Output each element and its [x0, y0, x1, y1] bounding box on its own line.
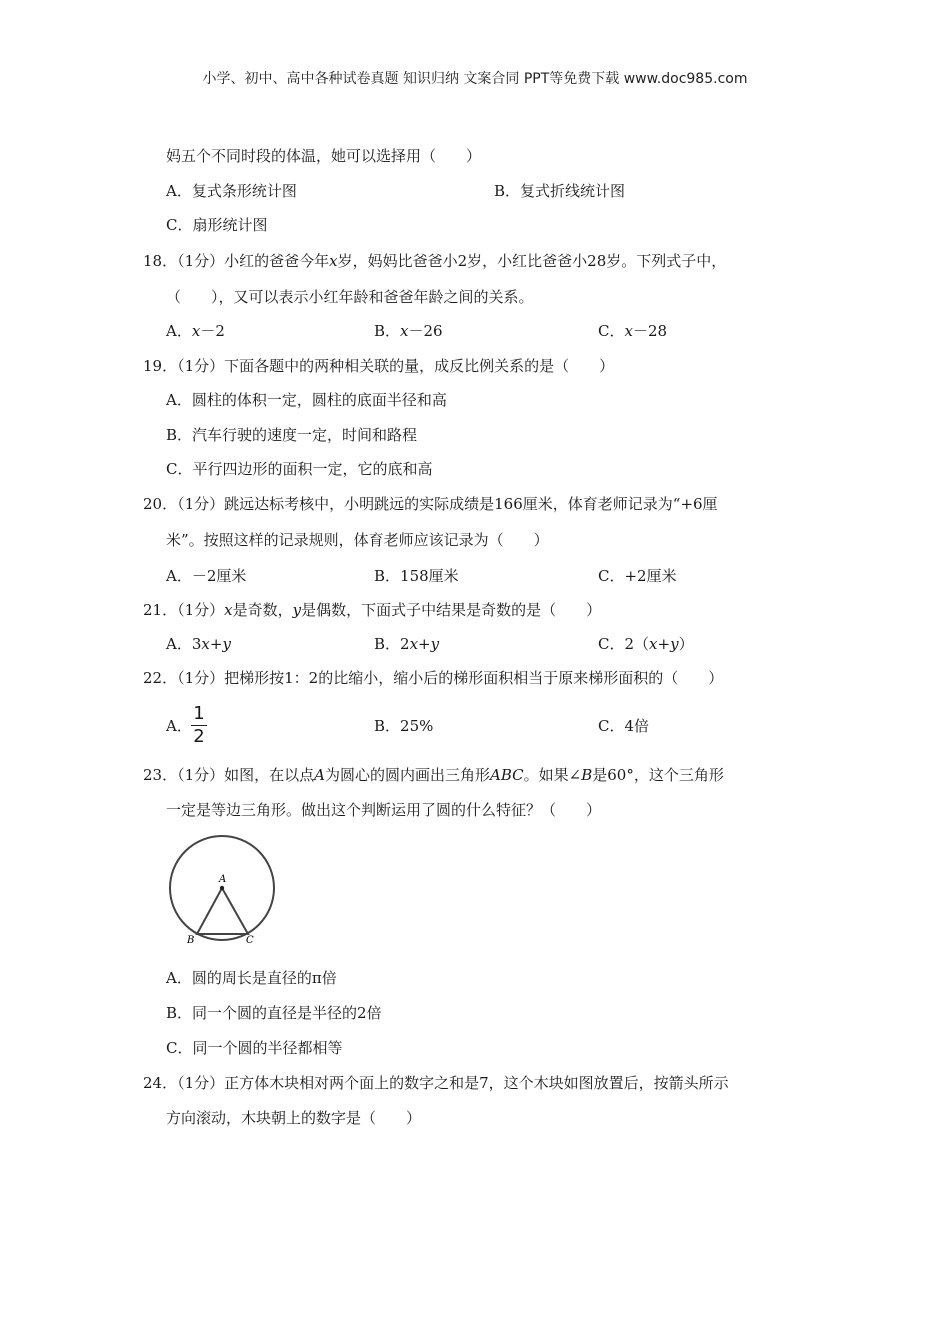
figure-center-point [220, 886, 224, 890]
figure-label-c: C [246, 935, 254, 946]
figure-triangle [197, 888, 248, 934]
q20-line-2: 米”。按照这样的记录规则，体育老师应该记录为（ ） [166, 531, 549, 549]
q19-stem: 19．（1分）下面各题中的两种相关联的量，成反比例关系的是（ ） [143, 357, 615, 375]
q17-option-c: C．扇形统计图 [166, 216, 268, 234]
q22-option-c: C．4倍 [598, 717, 650, 735]
q22-stem: 22．（1分）把梯形按1：2的比缩小，缩小后的梯形面积相当于原来梯形面积的（ ） [143, 669, 724, 687]
q20-option-b: B．158厘米 [374, 567, 459, 585]
q23-line-1: 23．（1分）如图，在以点A为圆心的圆内画出三角形ABC。如果∠B是60°，这个三角形 [143, 766, 724, 784]
q18-line-1: 18．（1分）小红的爸爸今年x岁，妈妈比爸爸小2岁，小红比爸爸小28岁。下列式子中， [143, 252, 727, 270]
q21-option-a: A．3x+y [166, 635, 231, 653]
q21-option-c: C．2（x+y） [598, 635, 694, 653]
fraction-denominator: 2 [193, 726, 205, 747]
q17-text-continued: 妈五个不同时段的体温，她可以选择用（ ） [166, 147, 482, 165]
q20-line-1: 20．（1分）跳远达标考核中，小明跳远的实际成绩是166厘米，体育老师记录为“+6厘 [143, 495, 718, 513]
q22-option-a-label: A． [166, 717, 192, 735]
q18-option-c: C．x－28 [598, 322, 668, 340]
q22-option-b: B．25% [374, 717, 434, 735]
figure-label-b: B [187, 935, 195, 946]
q23-option-c: C．同一个圆的半径都相等 [166, 1039, 343, 1057]
q19-option-b: B．汽车行驶的速度一定，时间和路程 [166, 426, 418, 444]
q17-option-b: B．复式折线统计图 [494, 182, 626, 200]
q19-option-a: A．圆柱的体积一定，圆柱的底面半径和高 [166, 391, 447, 409]
q24-line-2: 方向滚动，木块朝上的数字是（ ） [166, 1109, 422, 1127]
q23-option-b: B．同一个圆的直径是半径的2倍 [166, 1004, 382, 1022]
q18-number: 18． [143, 252, 178, 270]
q21-stem: 21．（1分）x是奇数，y是偶数，下面式子中结果是奇数的是（ ） [143, 601, 602, 619]
circle-triangle-figure [162, 832, 282, 950]
q23-option-a: A．圆的周长是直径的π倍 [166, 969, 337, 987]
q18-option-b: B．x－26 [374, 322, 443, 340]
q23-line-2: 一定是等边三角形。做出这个判断运用了圆的什么特征？（ ） [166, 801, 602, 819]
q24-line-1: 24．（1分）正方体木块相对两个面上的数字之和是7，这个木块如图放置后，按箭头所示 [143, 1074, 729, 1092]
q21-option-b: B．2x+y [374, 635, 440, 653]
q22-option-a-fraction [191, 704, 207, 747]
page-header: 小学、初中、高中各种试卷真题 知识归纳 文案合同 PPT等免费下载 www.doc985.com [202, 71, 748, 87]
fraction-numerator: 1 [193, 703, 205, 724]
q19-option-c: C．平行四边形的面积一定，它的底和高 [166, 460, 433, 478]
figure-label-a: A [219, 874, 227, 885]
q18-line-2: （ ），又可以表示小红年龄和爸爸年龄之间的关系。 [166, 288, 534, 306]
q20-option-a: A．－2厘米 [166, 567, 247, 585]
q17-option-a: A．复式条形统计图 [166, 182, 297, 200]
q18-option-a: A．x－2 [166, 322, 225, 340]
q20-option-c: C．+2厘米 [598, 567, 677, 585]
